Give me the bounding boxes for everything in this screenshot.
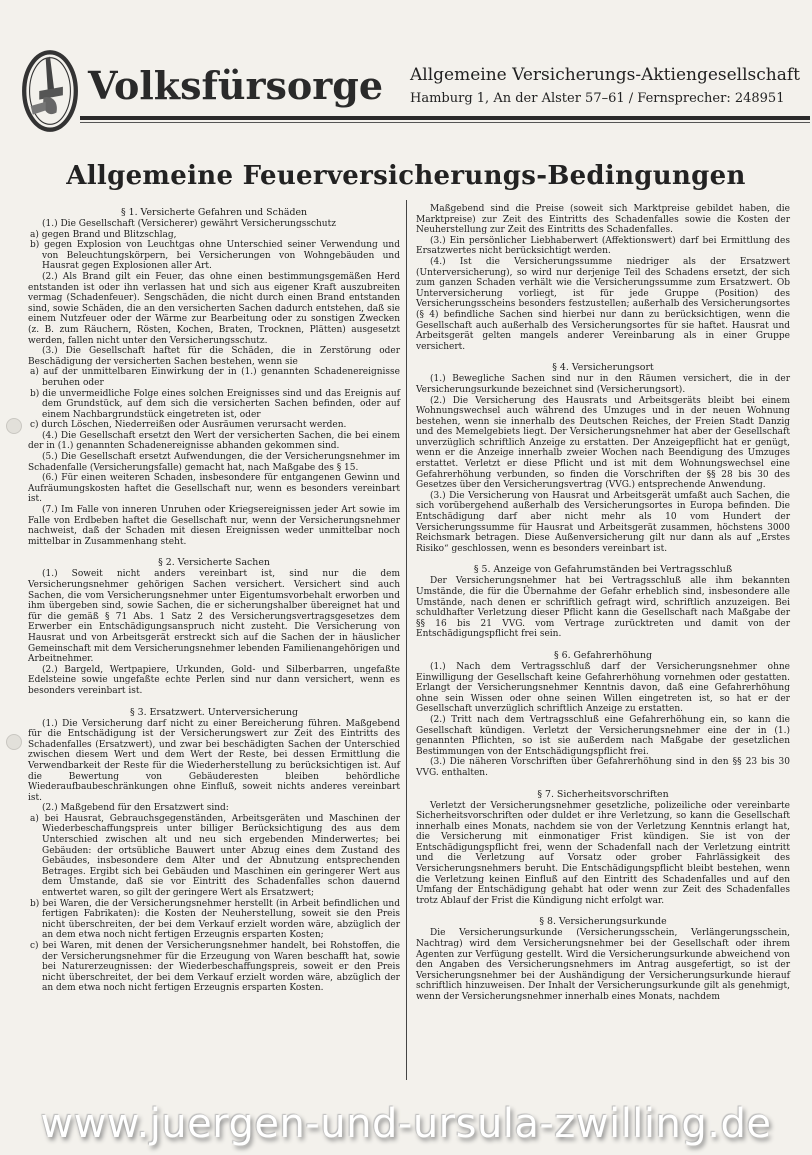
section-gap (416, 779, 790, 786)
paragraph: (5.) Die Gesellschaft ersetzt Aufwendungen, die der Versicherungsnehmer im Schadenfalle (Versicherungsfalle) gemacht hat, nach Maßgabe des § 15. (28, 452, 400, 473)
column-divider (406, 200, 407, 1080)
right-column (416, 204, 790, 1003)
paragraph: (3.) Die Versicherung von Hausrat und Arbeitsgerät umfaßt auch Sachen, die sich vorübergehend außerhalb des Versicherungsortes in Europa befinden. Die Entschädigung darf aber nicht mehr als 10 vom Hundert der Versicherungssumme für Hausrat und Arbeitsgerät zusammen, höchstens 3000 Reichsmark betragen. Diese Außenversicherung gilt nur dann als auf „Erstes Risiko“ geschlossen, wenn es besonders vereinbart ist. (416, 490, 790, 554)
section-heading: § 2. Versicherte Sachen (158, 557, 270, 569)
header-rule (80, 116, 810, 120)
paragraph: (3.) Die näheren Vorschriften über Gefahrerhöhung sind in den §§ 23 bis 30 VVG. enthalten. (416, 757, 790, 778)
company-name: Allgemeine Versicherungs-Aktiengesellschaft (410, 65, 801, 85)
list-item: c) durch Löschen, Niederreißen oder Ausräumen verursacht werden. (30, 420, 347, 431)
punch-hole (6, 418, 22, 434)
paragraph: (4.) Die Gesellschaft ersetzt den Wert der versicherten Sachen, die bei einem der in (1.) genannten Schadenereignisse abhanden gekommen sind. (28, 430, 400, 452)
paragraph: Maßgebend sind die Preise (soweit sich Marktpreise gebildet haben, die Marktpreise) zur Zeit des Eintritts des Schadenfalles sowie die Kosten der Neuherstellung zur Zeit des Eintritts des Schadenfalles. (416, 204, 790, 236)
paragraph: (1.) Bewegliche Sachen sind nur in den Räumen versichert, die in der Versicherungsurkunde bezeichnet sind (Versicherungsort). (416, 374, 790, 395)
list-item: a) gegen Brand und Blitzschlag, (30, 229, 177, 240)
list-item: b) gegen Explosion von Leuchtgas ohne Unterschied seiner Verwendung und von Beleuchtungskörpern, bei Versicherungen von Wohngebäuden und Hausrat gegen Explosionen aller Art. (30, 240, 400, 272)
document-title: Allgemeine Feuerversicherungs-Bedingungen (66, 161, 746, 191)
section-heading: § 8. Versicherungsurkunde (539, 916, 667, 928)
paragraph: (4.) Ist die Versicherungssumme niedriger als der Ersatzwert (Unterversicherung), so wird nur derjenige Teil des Schadens ersetzt, der sich zum ganzen Schaden verhält wie die Versicherungssumme zum Ersatzwert. Ob Unterversicherung vorliegt, ist für jede Gruppe (Position) des Versicherungsscheins besonders festzustellen; außerhalb des Versicherungsortes (§ 4) befindliche Sachen sind hierbei nur dann zu berücksichtigen, wenn die Gesellschaft auch außerhalb des Versicherungsortes für sie haftet. Hausrat und Arbeitsgerät gelten mangels anderer Vereinbarung als in einer Gruppe versichert. (416, 256, 790, 352)
list-item: a) auf der unmittelbaren Einwirkung der in (1.) genannten Schadenereignisse beruhen oder (30, 367, 400, 388)
paragraph: (7.) Im Falle von inneren Unruhen oder Kriegsereignissen jeder Art sowie im Falle von Erdbeben haftet die Gesellschaft nur, wenn der Versicherungsnehmer nachweist, daß der Schaden mit diesen Ereignissen weder unmittelbar noch mittelbar in Zusammenhang steht. (28, 505, 400, 547)
paragraph: (6.) Für einen weiteren Schaden, insbesondere für entgangenen Gewinn und Aufräumungskosten haftet die Gesellschaft nur, wenn es besonders vereinbart ist. (28, 473, 400, 505)
section-gap (28, 697, 400, 704)
paragraph: (2.) Als Brand gilt ein Feuer, das ohne einen bestimmungsgemäßen Herd entstanden ist oder ihn verlassen hat und sich aus eigener Kraft auszubreiten vermag (Schadenfeuer). Sengschäden, die nicht durch einen Brand entstanden sind, sowie Schäden, die an den versicherten Sachen dadurch entstehen, daß sie einem Nutzfeuer oder der Wärme zur Bearbeitung oder zu sonstigen Zwecken (z. B. zum Räuchern, Rösten, Kochen, Braten, Trocknen, Plätten) ausgesetzt werden, fallen nicht unter den Versicherungsschutz. (28, 271, 400, 346)
section-heading: § 7. Sicherheitsvorschriften (537, 788, 669, 800)
section-gap (416, 554, 790, 561)
paragraph: Der Versicherungsnehmer hat bei Vertragsschluß alle ihm bekannten Umstände, die für die Übernahme der Gefahr erheblich sind, insbesondere alle Umstände, nach denen er schriftlich gefragt wird, schriftlich anzuzeigen. Bei schuldhafter Verletzung dieser Pflicht kann die Gesellschaft nach Maßgabe der §§ 16 bis 21 VVG. vom Vertrage zurücktreten und damit von der Entschädigungspflicht frei sein. (416, 576, 790, 640)
left-column (28, 204, 400, 994)
watermark: www.juergen-und-ursula-zwilling.de (40, 1101, 772, 1147)
paragraph: (1.) Soweit nicht anders vereinbart ist, sind nur die dem Versicherungsnehmer gehörigen Sachen versichert. Versichert sind auch Sachen, die vom Versicherungsnehmer unter Eigentumsvorbehalt erworben und ihm übergeben sind, sowie Sachen, die er sicherungshalber übereignet hat und für die gemäß § 71 Abs. 1 Satz 2 des Versicherungsvertragsgesetzes dem Erwerber ein Entschädigungsanspruch nicht zusteht. Die Versicherung von Hausrat und von Arbeitsgerät erstreckt sich auf die Sachen der in häuslicher Gemeinschaft mit dem Versicherungsnehmer lebenden Familienangehörigen und Arbeitnehmer. (28, 569, 400, 665)
list-item: b) bei Waren, die der Versicherungsnehmer herstellt (in Arbeit befindlichen und fertigen Fabrikaten): die Kosten der Neuherstellung, soweit sie den Preis nicht überschreiten, der bei dem Verkauf erzielt worden wäre, abzüglich der an dem etwa noch nicht fertigen Erzeugnis ersparten Kosten; (30, 898, 400, 941)
section-gap (416, 352, 790, 359)
paragraph: (1.) Die Gesellschaft (Versicherer) gewährt Versicherungsschutz (42, 219, 336, 229)
paragraph: (1.) Die Versicherung darf nicht zu einer Bereicherung führen. Maßgebend für die Entschädigung ist der Versicherungswert zur Zeit des Eintritts des Schadenfalles (Ersatzwert), und zwar bei beschädigten Sachen der Unterschied zwischen diesem Wert und dem Wert der Reste, bei dessen Ermittlung die Verwendbarkeit der Reste für die Wiederherstellung zu berücksichtigen ist. Auf die Bewertung von Gebäuderesten bleiben behördliche Wiederaufbaubeschränkungen ohne Einfluß, soweit nichts anderes vereinbart ist. (28, 718, 400, 803)
paragraph: (2.) Maßgebend für den Ersatzwert sind: (42, 803, 229, 814)
paragraph: Die Versicherungsurkunde (Versicherungsschein, Verlängerungsschein, Nachtrag) wird dem Versicherungsnehmer bei der Gesellschaft oder ihrem Agenten zur Verfügung gestellt. Wird die Versicherungsurkunde abweichend von den Angaben des Versicherungsnehmers im Antrag ausgefertigt, so ist der Versicherungsnehmer bei der Aushändigung der Versicherungsurkunde hierauf schriftlich hinzuweisen. Der Inhalt der Versicherungsurkunde gilt als genehmigt, wenn der Versicherungsnehmer innerhalb eines Monats, nachdem (416, 928, 790, 1002)
section-heading: § 5. Anzeige von Gefahrumständen bei Vertragsschluß (473, 564, 733, 576)
fist-with-sword-emblem-icon (22, 48, 78, 134)
list-item: b) die unvermeidliche Folge eines solchen Ereignisses sind und das Ereignis auf dem Grundstück, auf dem sich die versicherten Sachen befinden, oder auf einem Nachbargrundstück eingetreten ist, oder (30, 388, 400, 420)
brand-name: Volksfürsorge (88, 63, 384, 108)
paragraph: (2.) Bargeld, Wertpapiere, Urkunden, Gold- und Silberbarren, ungefaßte Edelsteine sowie ungefaßte echte Perlen sind nur dann versichert, wenn es besonders vereinbart ist. (28, 664, 400, 696)
company-address: Hamburg 1, An der Alster 57–61 / Fernsprecher: 248951 (410, 91, 785, 106)
section-heading: § 1. Versicherte Gefahren und Schäden (120, 207, 308, 218)
section-heading: § 3. Ersatzwert. Unterversicherung (129, 706, 299, 718)
paragraph: (2.) Die Versicherung des Hausrats und Arbeitsgeräts bleibt bei einem Wohnungswechsel auch während des Umzuges und in der neuen Wohnung bestehen, wenn sie innerhalb des Deutschen Reiches, der Freien Stadt Danzig und des Memelgebiets liegt. Der Versicherungsnehmer hat aber der Gesellschaft unverzüglich schriftlich Anzeige zu erstatten. Der Anzeigepflicht hat er genügt, wenn er die Anzeige innerhalb zweier Wochen nach Beendigung des Umzuges erstattet. Verletzt er diese Pflicht und ist mit dem Wohnungswechsel eine Gefahrerhöhung verbunden, so finden die Vorschriften der §§ 28 bis 30 des Gesetzes über den Versicherungsvertrag (VVG.) entsprechende Anwendung. (416, 395, 790, 491)
paragraph: (3.) Die Gesellschaft haftet für die Schäden, die in Zerstörung oder Beschädigung der versicherten Sachen bestehen, wenn sie (28, 346, 400, 367)
section-gap (416, 906, 790, 913)
section-heading: § 4. Versicherungsort (552, 362, 654, 374)
paragraph: (1.) Nach dem Vertragsschluß darf der Versicherungsnehmer ohne Einwilligung der Gesellschaft keine Gefahrerhöhung vornehmen oder gestatten. Erlangt der Versicherungsnehmer Kenntnis davon, daß eine Gefahrerhöhung ohne sein Wissen oder ohne seinen Willen eingetreten ist, so hat er der Gesellschaft unverzüglich schriftlich Anzeige zu erstatten. (416, 661, 790, 715)
list-item: a) bei Hausrat, Gebrauchsgegenständen, Arbeitsgeräten und Maschinen der Wiederbeschaffungspreis unter billiger Berücksichtigung des aus dem Unterschied zwischen alt und neu sich ergebenden Minderwertes; bei Gebäuden: der ortsübliche Bauwert unter Abzug eines dem Zustand des Gebäudes, insbesondere dem Alter und der Abnutzung entsprechenden Betrages. Ergibt sich bei Gebäuden und Maschinen ein geringerer Wert aus dem Umstande, daß sie vor Eintritt des Schadenfalles schon dauernd entwertet waren, so gilt der geringere Wert als Ersatzwert; (30, 813, 400, 899)
punch-hole (6, 734, 22, 750)
header-rule-thin (80, 122, 810, 123)
paragraph: (3.) Ein persönlicher Liebhaberwert (Affektionswert) darf bei Ermittlung des Ersatzwertes nicht berücksichtigt werden. (416, 235, 790, 257)
paragraph: (2.) Tritt nach dem Vertragsschluß eine Gefahrerhöhung ein, so kann die Gesellschaft kündigen. Verletzt der Versicherungsnehmer eine der in (1.) genannten Pflichten, so ist sie außerdem nach Maßgabe der gesetzlichen Bestimmungen von der Entschädigungspflicht frei. (416, 714, 790, 757)
section-gap (416, 640, 790, 647)
paragraph: Verletzt der Versicherungsnehmer gesetzliche, polizeiliche oder vereinbarte Sicherheitsvorschriften oder duldet er ihre Verletzung, so kann die Gesellschaft innerhalb eines Monats, nachdem sie von der Verletzung Kenntnis erlangt hat, die Versicherung mit einmonatiger Frist kündigen. Sie ist von der Entschädigungspflicht frei, wenn der Schadenfall nach der Verletzung eintritt und die Verletzung auf Vorsatz oder grober Fahrlässigkeit des Versicherungsnehmers beruht. Die Entschädigungspflicht bleibt bestehen, wenn die Verletzung keinen Einfluß auf den Eintritt des Schadenfalles und auf den Umfang der Entschädigung gehabt hat oder wenn zur Zeit des Schadenfalles trotz Ablauf der Frist die Kündigung nicht erfolgt war. (416, 800, 790, 906)
section-gap (28, 547, 400, 554)
list-item: c) bei Waren, mit denen der Versicherungsnehmer handelt, bei Rohstoffen, die der Versicherungsnehmer für die Erzeugung von Waren beschafft hat, sowie bei Naturerzeugnissen: der Wiederbeschaffungspreis, soweit er den Preis nicht überschreitet, der bei dem Verkauf erzielt worden wäre, abzüglich der an dem etwa noch nicht fertigen Erzeugnis ersparten Kosten. (30, 941, 400, 994)
section-heading: § 6. Gefahrerhöhung (553, 649, 653, 661)
